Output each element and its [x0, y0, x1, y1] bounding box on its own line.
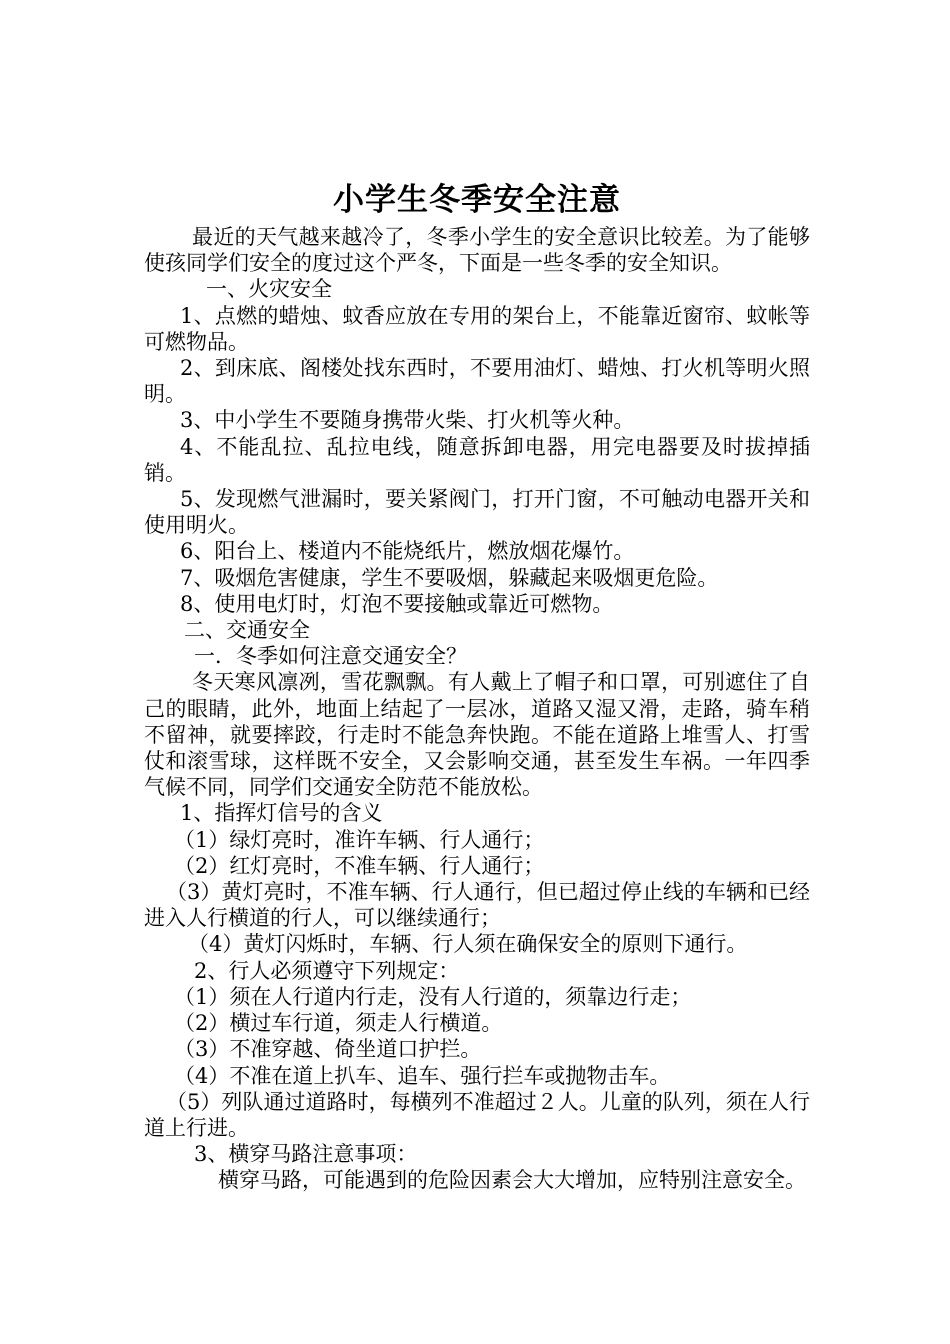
traffic-light-item-1: （1）绿灯亮时，准许车辆、行人通行；	[174, 827, 545, 852]
fire-item-2: 2、到床底、阁楼处找东西时，不要用油灯、蜡烛、打火机等明火照明。	[144, 356, 810, 407]
pedestrian-rule-5: （5）列队通过道路时，每横列不准超过２人。儿童的队列，须在人行道上行进。	[144, 1089, 810, 1140]
pedestrian-rule-3: （3）不准穿越、倚坐道口护拦。	[174, 1037, 482, 1062]
subsection-heading-winter-traffic: 一．冬季如何注意交通安全？	[194, 644, 467, 669]
document-title: 小学生冬季安全注意	[333, 182, 621, 218]
pedestrian-rule-2: （2）横过车行道，须走人行横道。	[174, 1011, 503, 1036]
fire-item-3: 3、中小学生不要随身携带火柴、打火机等火种。	[180, 408, 635, 433]
traffic-light-item-4: （4）黄灯闪烁时，车辆、行人须在确保安全的原则下通行。	[188, 932, 748, 957]
fire-item-4: 4、不能乱拉、乱拉电线，随意拆卸电器，用完电器要及时拔掉插销。	[144, 434, 810, 485]
traffic-light-item-2: （2）红灯亮时，不准车辆、行人通行；	[174, 853, 545, 878]
fire-item-5: 5、发现燃气泄漏时，要关紧阀门，打开门窗，不可触动电器开关和使用明火。	[144, 487, 810, 538]
pedestrian-rule-4: （4）不准在道上扒车、追车、强行拦车或抛物击车。	[174, 1063, 671, 1088]
fire-item-6: 6、阳台上、楼道内不能烧纸片，燃放烟花爆竹。	[180, 539, 635, 564]
section-heading-fire-safety: 一、火灾安全	[206, 277, 332, 302]
pedestrian-rules-heading: 2、行人必须遵守下列规定：	[194, 958, 460, 983]
winter-traffic-paragraph: 冬天寒风凛冽，雪花飘飘。有人戴上了帽子和口罩，可别遮住了自己的眼睛，此外，地面上结起了一层冰，道路又湿又滑，走路，骑车稍不留神，就要摔跤，行走时不能急奔快跑。不能在道路上堆雪人、打雪仗和滚雪球，这样既不安全，又会影响交通，甚至发生车祸。一年四季气候不同，同学们交通安全防范不能放松。	[144, 670, 810, 800]
fire-item-8: 8、使用电灯时，灯泡不要接触或靠近可燃物。	[180, 591, 614, 616]
pedestrian-rule-1: （1）须在人行道内行走，没有人行道的，须靠边行走；	[174, 984, 692, 1009]
intro-paragraph: 最近的天气越来越冷了，冬季小学生的安全意识比较差。为了能够使孩同学们安全的度过这个严冬，下面是一些冬季的安全知识。	[144, 225, 810, 276]
traffic-light-heading: 1、指挥灯信号的含义	[180, 801, 383, 826]
document-page	[144, 176, 810, 1194]
fire-item-7: 7、吸烟危害健康，学生不要吸烟，躲藏起来吸烟更危险。	[180, 565, 719, 590]
fire-item-1: 1、点燃的蜡烛、蚊香应放在专用的架台上，不能靠近窗帘、蚊帐等可燃物品。	[144, 303, 810, 354]
crossing-road-paragraph: 横穿马路，可能遇到的危险因素会大大增加，应特别注意安全。	[218, 1168, 806, 1193]
crossing-road-heading: 3、横穿马路注意事项：	[194, 1142, 418, 1167]
traffic-light-item-3: （3）黄灯亮时，不准车辆、行人通行，但已超过停止线的车辆和已经进入人行横道的行人，可以继续通行；	[144, 880, 810, 931]
section-heading-traffic-safety: 二、交通安全	[184, 618, 310, 643]
